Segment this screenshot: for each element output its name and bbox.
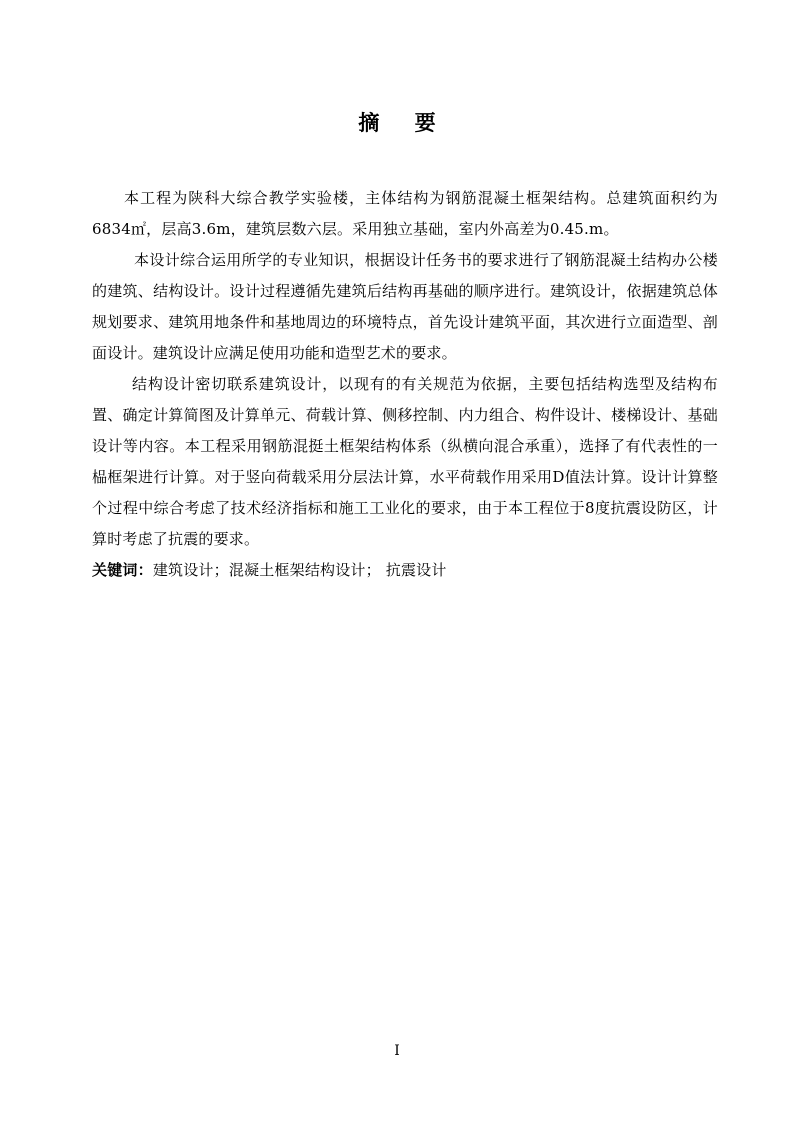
keywords-label: 关键词： xyxy=(92,561,153,579)
page-title: 摘 要 xyxy=(358,110,450,135)
keywords-line xyxy=(92,555,718,586)
keywords-text: 建筑设计；混凝土框架结构设计； 抗震设计 xyxy=(152,561,447,579)
abstract-body xyxy=(92,183,718,586)
abstract-paragraph-structural-design: 结构设计密切联系建筑设计，以现有的有关规范为依据，主要包括结构选型及结构布置、确定计算简图及计算单元、荷载计算、侧移控制、内力组合、构件设计、楼梯设计、基础设计等内容。本工程采用钢筋混挺土框架结构体系（纵横向混合承重），选择了有代表性的一榀框架进行计算。对于竖向荷载采用分层法计算，水平荷载作用采用D值法计算。设计计算整个过程中综合考虑了技术经济指标和施工工业化的要求，由于本工程位于8度抗震设防区，计算时考虑了抗震的要求。 xyxy=(92,375,718,548)
page-number: I xyxy=(394,1043,400,1059)
abstract-paragraph-project-overview: 本工程为陕科大综合教学实验楼，主体结构为钢筋混凝土框架结构。总建筑面积约为6834㎡，层高3.6m，建筑层数六层。采用独立基础，室内外高差为0.45.m。 xyxy=(92,189,718,238)
abstract-paragraph-architectural-design: 本设计综合运用所学的专业知识，根据设计任务书的要求进行了钢筋混凝土结构办公楼的建筑、结构设计。设计过程遵循先建筑后结构再基础的顺序进行。建筑设计，依据建筑总体规划要求、建筑用地条件和基地周边的环境特点，首先设计建筑平面，其次进行立面造型、剖面设计。建筑设计应满足使用功能和造型艺术的要求。 xyxy=(92,251,718,362)
